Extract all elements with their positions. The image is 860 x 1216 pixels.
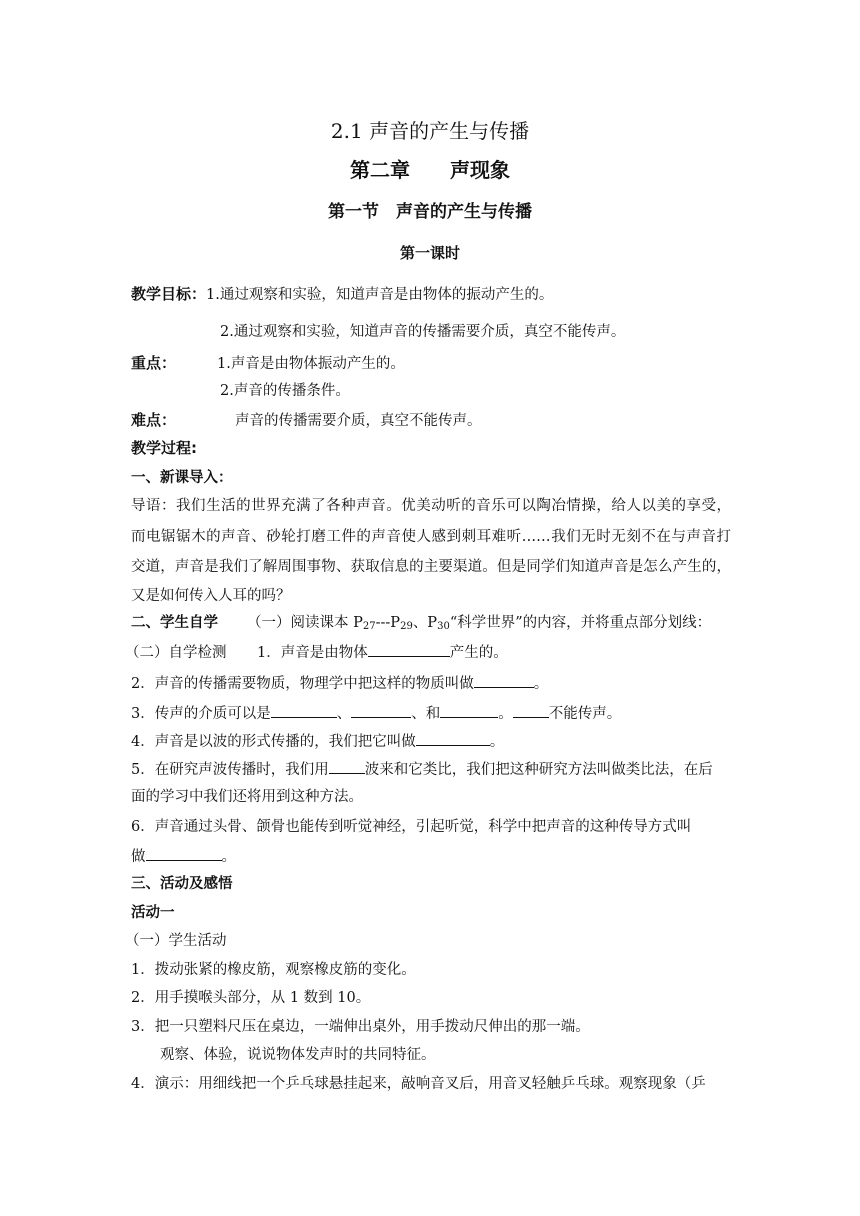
- q5-line-2: 面的学习中我们还将用到这种方法。: [131, 789, 363, 805]
- q5-blank[interactable]: [329, 759, 365, 774]
- q5-text-cont: 波来和它类比，我们把这种研究方法叫做类比法，在后: [364, 762, 713, 778]
- student-activity-label: （一）学生活动: [125, 933, 227, 949]
- q4-blank[interactable]: [416, 731, 490, 746]
- lesson-heading: 第一课时: [399, 244, 460, 262]
- q3-blank-2[interactable]: [351, 703, 411, 718]
- q1-blank[interactable]: [368, 642, 450, 657]
- q3-text-end: 不能传声。: [548, 706, 622, 722]
- self-study-heading: 二、学生自学: [131, 615, 218, 631]
- self-check-label: （二）自学检测: [125, 645, 227, 661]
- q2-line: [131, 673, 548, 694]
- activity-item-3: 3．把一只塑料尺压在桌边，一端伸出桌外，用手拨动尺伸出的那一端。: [131, 1019, 590, 1035]
- intro-line-2: 而电锯锯木的声音、砂轮打磨工件的声音使人感到刺耳难听……我们无时无刻不在与声音打: [131, 529, 731, 545]
- q4-text-end: 。: [489, 734, 505, 750]
- activity-heading: 三、活动及感悟: [131, 876, 233, 892]
- q4-line: [131, 731, 504, 752]
- intro-line-3: 交道，声音是我们了解周围事物、获取信息的主要渠道。但是同学们知道声音是怎么产生的，: [131, 559, 731, 575]
- self-study-read-text-end: “科学世界”的内容，并将重点部分划线：: [449, 615, 712, 631]
- difficulty-label: 难点：: [131, 411, 177, 429]
- chapter-heading: 第二章 声现象: [350, 158, 510, 182]
- objective-1: 1.通过观察和实验，知道声音是由物体的振动产生的。: [206, 287, 554, 303]
- q2-text-end: 。: [533, 676, 549, 692]
- intro-line-1: 导语：我们生活的世界充满了各种声音。优美动听的音乐可以陶冶情操，给人以美的享受，: [131, 498, 731, 514]
- page-separator: 、P: [412, 615, 438, 631]
- key-point-1: 1.声音是由物体振动产生的。: [217, 356, 405, 372]
- objectives-line-1: [131, 284, 553, 305]
- q3-line: [131, 703, 621, 724]
- objectives-label: 教学目标：: [131, 285, 207, 303]
- activity-item-2: 2．用手摸喉头部分，从 1 数到 10。: [131, 990, 371, 1006]
- page-range-dash: ---P: [375, 615, 401, 631]
- q3-blank-3[interactable]: [440, 703, 498, 718]
- activity-item-1: 1．拨动张紧的橡皮筋，观察橡皮筋的变化。: [131, 962, 416, 978]
- key-points-label: 重点：: [131, 354, 177, 372]
- objective-2: 2.通过观察和实验，知道声音的传播需要介质，真空不能传声。: [220, 324, 626, 340]
- q3-separator-1: 、: [336, 706, 352, 722]
- q3-separator-2: 、和: [411, 706, 441, 722]
- difficulty-text: 声音的传播需要介质，真空不能传声。: [235, 413, 482, 429]
- q1-text-end: 产生的。: [449, 645, 508, 661]
- process-label: 教学过程:: [131, 439, 197, 457]
- q6-text-end: 。: [221, 849, 236, 865]
- activity-item-3-note: 观察、体验，说说物体发声时的共同特征。: [160, 1047, 436, 1063]
- q2-text: 2．声音的传播需要物质，物理学中把这样的物质叫做: [131, 676, 474, 692]
- difficulty-line: [131, 410, 482, 431]
- q5-line: [131, 759, 713, 780]
- q3-text: 3．传声的介质可以是: [131, 706, 271, 722]
- page-ref-27: 27: [362, 621, 376, 632]
- q2-blank[interactable]: [474, 673, 534, 688]
- q6-line: 6．声音通过头骨、颌骨也能传到听觉神经，引起听觉，科学中把声音的这种传导方式叫: [131, 819, 692, 835]
- q3-blank-1[interactable]: [271, 703, 337, 718]
- activity-item-4: 4．演示：用细线把一个乒乓球悬挂起来，敲响音叉后，用音叉轻触乒乓球。观察现象（乒: [131, 1076, 706, 1092]
- q3-separator-3: 。: [498, 706, 513, 722]
- q5-text: 5．在研究声波传播时，我们用: [131, 762, 329, 778]
- key-point-2: 2.声音的传播条件。: [220, 383, 350, 399]
- self-study-read-text: （一）阅读课本 P: [247, 615, 363, 631]
- page-ref-30: 30: [437, 621, 450, 632]
- self-study-line: [131, 613, 711, 637]
- q6-blank[interactable]: [146, 846, 222, 861]
- intro-heading: 一、新课导入：: [131, 470, 233, 486]
- q1-line: [125, 642, 508, 663]
- q6-text: 做: [131, 849, 146, 865]
- document-title: 2.1 声音的产生与传播: [330, 119, 530, 143]
- activity-1-label: 活动一: [131, 905, 175, 921]
- q3-blank-4[interactable]: [513, 703, 549, 718]
- key-points-line-1: [131, 353, 405, 374]
- page-ref-29: 29: [400, 621, 413, 632]
- section-heading: 第一节 声音的产生与传播: [328, 202, 532, 222]
- q4-text: 4．声音是以波的形式传播的，我们把它叫做: [131, 734, 416, 750]
- intro-line-4: 又是如何传入人耳的吗？: [131, 588, 291, 604]
- q1-text: 1．声音是由物体: [257, 645, 368, 661]
- q6-line-2: [131, 846, 236, 867]
